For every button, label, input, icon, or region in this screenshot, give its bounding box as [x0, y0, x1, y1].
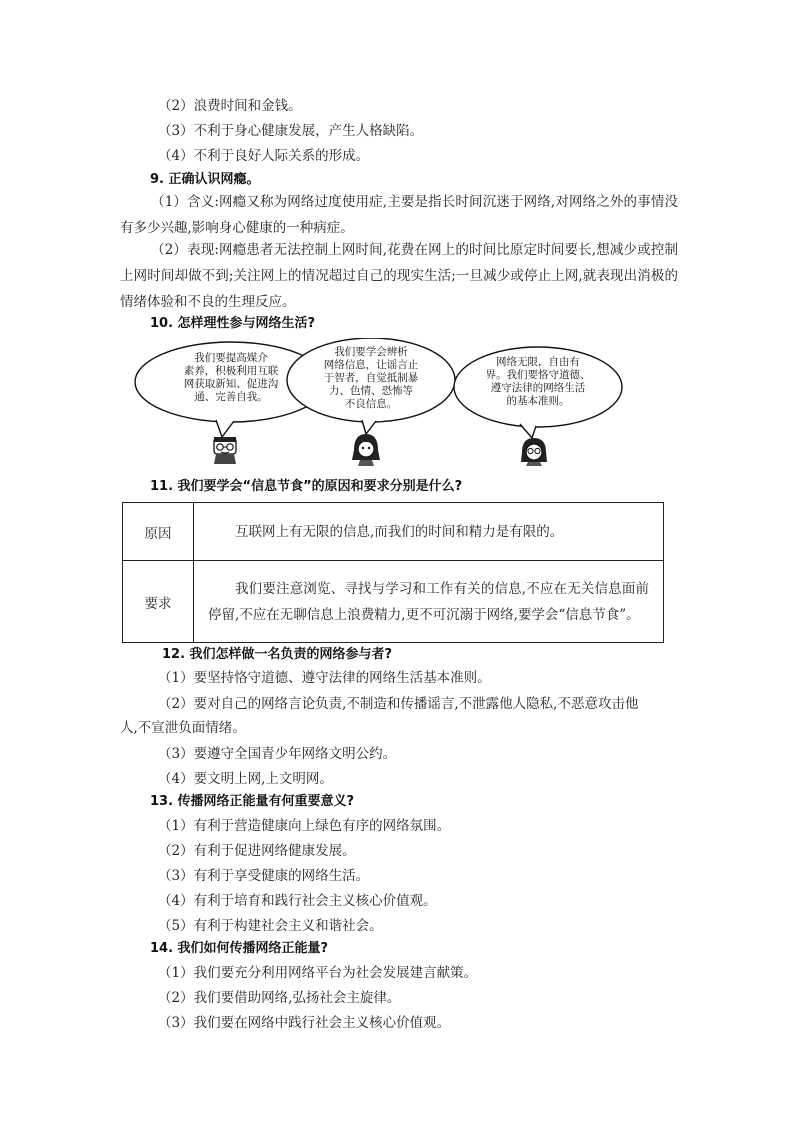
q14-heading: 14. 我们如何传播网络正能量?: [150, 941, 329, 956]
bubble-2-line-4: 力、色情、恐怖等: [329, 385, 413, 397]
q14-item-2: （2）我们要借助网络,弘扬社会主旋律。: [158, 990, 401, 1006]
intro-item-2: （2）浪费时间和金钱。: [158, 98, 302, 114]
bubble-3-line-1: 网络无限，自由有: [496, 356, 580, 368]
girl-with-glasses-icon: [521, 438, 547, 466]
q12-item-2: （2）要对自己的网络言论负责,不制造和传播谣言,不泄露他人隐私,不恶意攻击他: [158, 696, 639, 712]
table-row-requirement: [123, 561, 664, 643]
requirement-text: 我们要注意浏览、寻找与学习和工作有关的信息,不应在无关信息面前停留,不应在无聊信息上浪费精力,更不可沉溺于网络,要学会“信息节食”。: [208, 580, 649, 623]
intro-item-4: （4）不利于良好人际关系的形成。: [158, 148, 370, 164]
q12-item-2-continued: 人,不宣泄负面情绪。: [120, 720, 246, 736]
q13-item-5: （5）有利于构建社会主义和谐社会。: [158, 918, 383, 934]
q9-heading: 9. 正确认识网瘾。: [150, 172, 260, 187]
q9-definition-paragraph: （1）含义:网瘾又称为网络过度使用症,主要是指长时间沉迷于网络,对网络之外的事情没有多少兴趣,影响身心健康的一种病症。: [120, 194, 678, 236]
intro-item-3: （3）不利于身心健康发展，产生人格缺陷。: [158, 123, 424, 139]
q12-item-4: （4）要文明上网,上文明网。: [158, 771, 333, 787]
bubble-3-line-4: 的基本准则。: [506, 395, 570, 407]
q13-item-3: （3）有利于享受健康的网络生活。: [158, 868, 370, 884]
info-diet-table: [122, 502, 664, 643]
bubble-2-line-2: 网络信息，让谣言止: [323, 359, 419, 371]
bubble-3-line-2: 界。我们要恪守道德、: [485, 369, 591, 381]
bubble-2-line-3: 于智者，自觉抵制暴: [323, 372, 419, 384]
q13-item-1: （1）有利于营造健康向上绿色有序的网络氛围。: [158, 818, 451, 834]
q11-heading: 11. 我们要学会“信息节食”的原因和要求分别是什么?: [150, 479, 463, 494]
boy-with-glasses-icon: [214, 437, 236, 464]
q9-symptoms-paragraph: （2）表现:网瘾患者无法控制上网时间,花费在网上的时间比原定时间要长,想减少或控制上网时间却做不到;关注网上的情况超过自己的现实生活;一旦减少或停止上网,就表现出消极的情绪体验和不良的生理反应。: [120, 242, 678, 310]
requirement-label: 要求: [123, 561, 194, 643]
reason-cell: [194, 503, 664, 561]
q10-heading: 10. 怎样理性参与网络生活?: [150, 316, 316, 331]
bubble-1-line-3: 网获取新知、促进沟: [183, 378, 279, 390]
bubble-2-line-1: 我们要学会辨析: [334, 346, 408, 358]
comic-illustration: [118, 338, 678, 466]
q13-item-4: （4）有利于培育和践行社会主义核心价值观。: [158, 893, 437, 909]
bubble-2-line-5: 不良信息。: [344, 398, 398, 410]
q12-item-3: （3）要遵守全国青少年网络文明公约。: [158, 746, 397, 762]
q13-heading: 13. 传播网络正能量有何重要意义?: [150, 794, 355, 809]
reason-text: 互联网上有无限的信息,而我们的时间和精力是有限的。: [235, 523, 564, 540]
q14-item-1: （1）我们要充分利用网络平台为社会发展建言献策。: [158, 965, 478, 981]
requirement-cell: [194, 561, 664, 643]
bubble-1-text: [160, 352, 302, 404]
q12-item-1: （1）要坚持恪守道德、遵守法律的网络生活基本准则。: [158, 670, 491, 686]
bubble-2-text: [305, 346, 437, 411]
girl-dark-hair-icon: [352, 434, 380, 466]
bubble-3-line-3: 遵守法律的网络生活: [490, 382, 586, 394]
bubble-1-line-4: 通、完善自我。: [194, 391, 268, 403]
q13-item-2: （2）有利于促进网络健康发展。: [158, 843, 356, 859]
bubble-1-line-2: 素养，积极利用互联: [183, 365, 279, 377]
q12-heading: 12. 我们怎样做一名负责的网络参与者?: [162, 647, 393, 662]
bubble-1-line-1: 我们要提高媒介: [194, 352, 268, 364]
q14-item-3: （3）我们要在网络中践行社会主义核心价值观。: [158, 1015, 451, 1031]
table-row-reason: [123, 503, 664, 561]
bubble-3-text: [470, 356, 606, 408]
reason-label: 原因: [123, 503, 194, 561]
